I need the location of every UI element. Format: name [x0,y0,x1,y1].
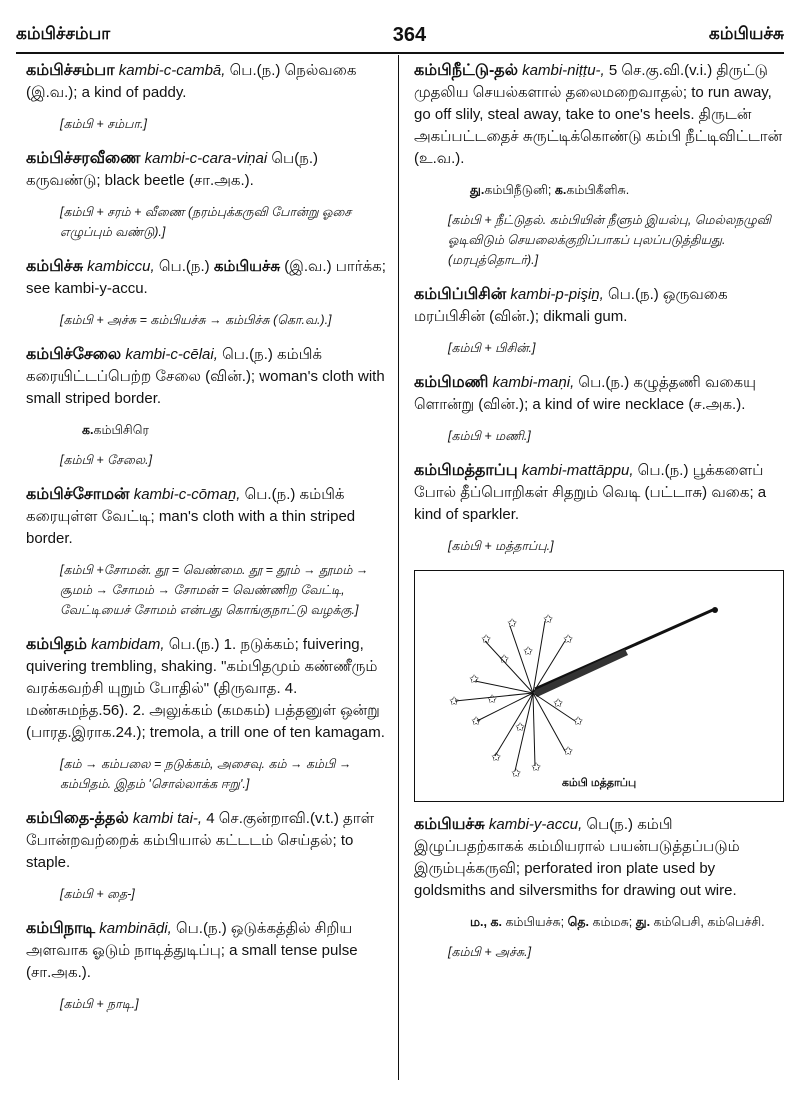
transliteration: kambi-c-cōmaṉ, [133,486,241,503]
headword: கம்பிச்சரவீணை [26,150,141,167]
definition: பெ.(ந.) கம்பிக் கரையிட்டப்பெற்ற சேலை (வின்.); woman's cloth with small striped border. [26,346,385,407]
entry [26,148,386,242]
etymology: [கம்பி + மத்தாப்பு.] [448,539,554,553]
entry [26,60,386,134]
cognate-language: ம., க. [470,915,502,929]
svg-text:✩: ✩ [573,714,584,728]
headword: கம்பிதம் [26,636,87,653]
headword: கம்பியச்சு [414,816,485,833]
definition: பெ.(ந.) கழுத்தணி வகையு ளொன்று (வின்.); a kind of wire necklace (ச.அக.). [414,374,756,413]
entry [26,256,386,330]
etymology: [கம்பி + சேலை.] [60,453,153,467]
figure-caption: கம்பி மத்தாப்பு [561,777,637,789]
svg-text:✩: ✩ [543,612,554,626]
cross-reference: கம்பியச்சு [213,258,281,275]
svg-text:✩: ✩ [491,750,502,764]
headword: கம்பிப்பிசின் [414,286,507,303]
right-column [414,60,784,976]
transliteration: kambi-mattāppu, [521,462,634,479]
definition: 4 செ.குன்றாவி.(v.t.) தாள் போன்றவற்றைக் கம்பியால் கட்டடம் செய்தல்; to staple. [26,810,375,871]
cognates [82,420,386,440]
entry [414,284,784,358]
definition: பெ.(ந.) நெல்வகை (இ.வ.); a kind of paddy. [26,62,357,101]
headword: கம்பிமணி [414,374,489,391]
transliteration: kambi-niṭṭu-, [522,62,605,79]
transliteration: kambi-maṇi, [492,374,575,391]
cognate-language: க. [82,423,94,437]
page-header [16,22,784,48]
definition: பெ(ந.) கம்பி இழுப்பதற்காகக் கம்மியரால் பயன்படுத்தப்படும் இரும்புக்கருவி; perforated iron plate used by goldsmiths and silversmiths for drawing out wire. [414,816,740,899]
transliteration: kambi-y-accu, [488,816,583,833]
cognate-word: கம்பியச்சு; [505,915,565,929]
definition: பெ.(ந.) ஒடுக்கத்தில் சிறிய அளவாக ஓடும் நாடித்துடிப்பு; a small tense pulse (சா.அக.). [26,920,358,981]
cognate-word: கம்பிநீடுனி; [484,183,552,197]
definition: பெ.(ந.) பூக்களைப் போல் தீப்பொறிகள் சிதறும் வெடி (பட்டாசு) வகை; a kind of sparkler. [414,462,767,523]
header-rule [16,52,784,54]
svg-text:✩: ✩ [511,766,522,780]
svg-text:✩: ✩ [563,632,574,646]
cognate-language: து. [635,915,651,929]
transliteration: kambi-c-cara-viṇai [144,150,268,167]
cognates [470,912,784,932]
transliteration: kambi-p-pişiṉ, [510,286,604,303]
entry [414,60,784,270]
entry [26,634,386,794]
svg-text:✩: ✩ [531,760,542,774]
etymology: [கம்பி + சம்பா.] [60,117,147,131]
etymology: [கம்பி + நீட்டுதல். கம்பியின் நீளும் இயல்பு, மெல்லநழுவி ஓடிவிடும் செயலைக்குறிப்பாகப் புலப்படுத்தியது. (மரபுத்தொடர்).] [448,213,771,267]
definition: பெ.(ந.) 1. நடுக்கம்; fuivering, quivering trembling, shaking. "கம்பிதமும் கண்ணீரும் வரக்கவற்சி யுறும் போதில்" (திருவாத. 4. மண்சுமந்த.56). 2. அலுக்கம் (கமகம்) பத்தனுள் ஒன்று (பாரத.இராக.24.); tremola, a trill one of ten kamagam. [26,636,385,741]
sparkler-illustration [415,571,783,801]
headword: கம்பிநாடி [26,920,96,937]
transliteration: kambiccu, [87,258,155,275]
headword: கம்பிச்சம்பா [26,62,115,79]
star-sparks [449,612,583,780]
sparkler-figure [414,570,784,802]
definition: 5 செ.கு.வி.(v.i.) திருட்டு முதலிய செயல்களால் தலைமறைவாதல்; to run away, go off slily, steal away, take to one's heels. திருடன் அகப்பட்டதைச் சுருட்டிக்கொண்டு கம்பி நீட்டிவிட்டான் (உ.வ.). [414,62,783,167]
svg-text:✩: ✩ [449,694,460,708]
entry [26,808,386,904]
headword: கம்பிநீட்டு-தல் [414,62,518,79]
transliteration: kambidam, [91,636,165,653]
svg-text:✩: ✩ [471,714,482,728]
headword: கம்பிச்சோமன் [26,486,130,503]
header-left-guideword: கம்பிச்சம்பா [16,24,111,43]
headword: கம்பிச்சு [26,258,83,275]
cognate-word: கம்பிசிரெ [93,423,149,437]
cognate-word: கம்பிகீளிசு. [566,183,630,197]
page-number: 364 [392,23,427,46]
left-column [26,60,386,1028]
svg-text:✩: ✩ [469,672,480,686]
cognate-language: தெ. [567,915,590,929]
cognate-language: க. [554,183,567,197]
entry [414,814,784,962]
entry [414,372,784,446]
headword: கம்பிதை-த்தல் [26,810,129,827]
transliteration: kambināḍi, [99,920,172,937]
entry [26,484,386,620]
etymology: [கம்பி + தை-] [60,887,135,901]
etymology: [கம்பி + பிசின்.] [448,341,536,355]
cognate-word: கம்பெசி, கம்பெச்சி. [653,915,765,929]
svg-text:✩: ✩ [553,696,564,710]
etymology: [கம் → கம்பலை = நடுக்கம், அசைவு. கம் → கம்பி → கம்பிதம். இதம் 'சொல்லாக்க ஈறு'.] [60,757,352,791]
etymology: [கம்பி + நாடி.] [60,997,139,1011]
header-right-guideword: கம்பியச்சு [708,24,784,43]
etymology: [கம்பி + மணி.] [448,429,531,443]
definition: (இ.வ.) பார்க்க; see kambi-y-accu. [26,258,386,297]
svg-text:✩: ✩ [499,652,510,666]
etymology: [கம்பி + சரம் + வீணை (நரம்புக்கருவி போன்று ஓசை எழுப்பும் வண்டு).] [60,205,352,239]
definition: பெ.(ந.) கம்பிக் கரையுள்ள வேட்டி; man's cloth with a thin striped border. [26,486,356,547]
definition: பெ(ந.) கருவண்டு; black beetle (சா.அக.). [26,150,318,189]
svg-text:✩: ✩ [507,616,518,630]
transliteration: kambi tai-, [132,810,203,827]
definition: பெ.(ந.) ஒருவகை மரப்பிசின் (வின்.); dikmali gum. [414,286,728,325]
svg-text:✩: ✩ [523,644,534,658]
svg-text:✩: ✩ [481,632,492,646]
svg-text:✩: ✩ [515,720,526,734]
etymology: [கம்பி + அச்சு.] [448,945,532,959]
transliteration: kambi-c-cambā, [118,62,226,79]
svg-text:✩: ✩ [563,744,574,758]
headword: கம்பிச்சேலை [26,346,122,363]
entry [414,460,784,556]
etymology: [கம்பி +சோமன். தூ = வெண்மை. தூ = தூம் → தூமம் → சூமம் → சோமம் → சோமன் = வெண்ணிற வேட்டி, வேட்டியைச் சோமம் என்பது கொங்குநாட்டு வழக்கு.] [60,563,369,617]
svg-text:✩: ✩ [487,692,498,706]
column-divider [398,55,399,1080]
entry [26,344,386,470]
cognates [470,180,784,200]
cognate-language: து. [470,183,485,197]
entry [26,918,386,1014]
transliteration: kambi-c-cēlai, [125,346,218,363]
cognate-word: கம்மசு; [592,915,633,929]
etymology: [கம்பி + அச்சு = கம்பியச்சு → கம்பிச்சு (கொ.வ.).] [60,313,332,327]
headword: கம்பிமத்தாப்பு [414,462,518,479]
definition-prefix: பெ.(ந.) [154,258,214,275]
